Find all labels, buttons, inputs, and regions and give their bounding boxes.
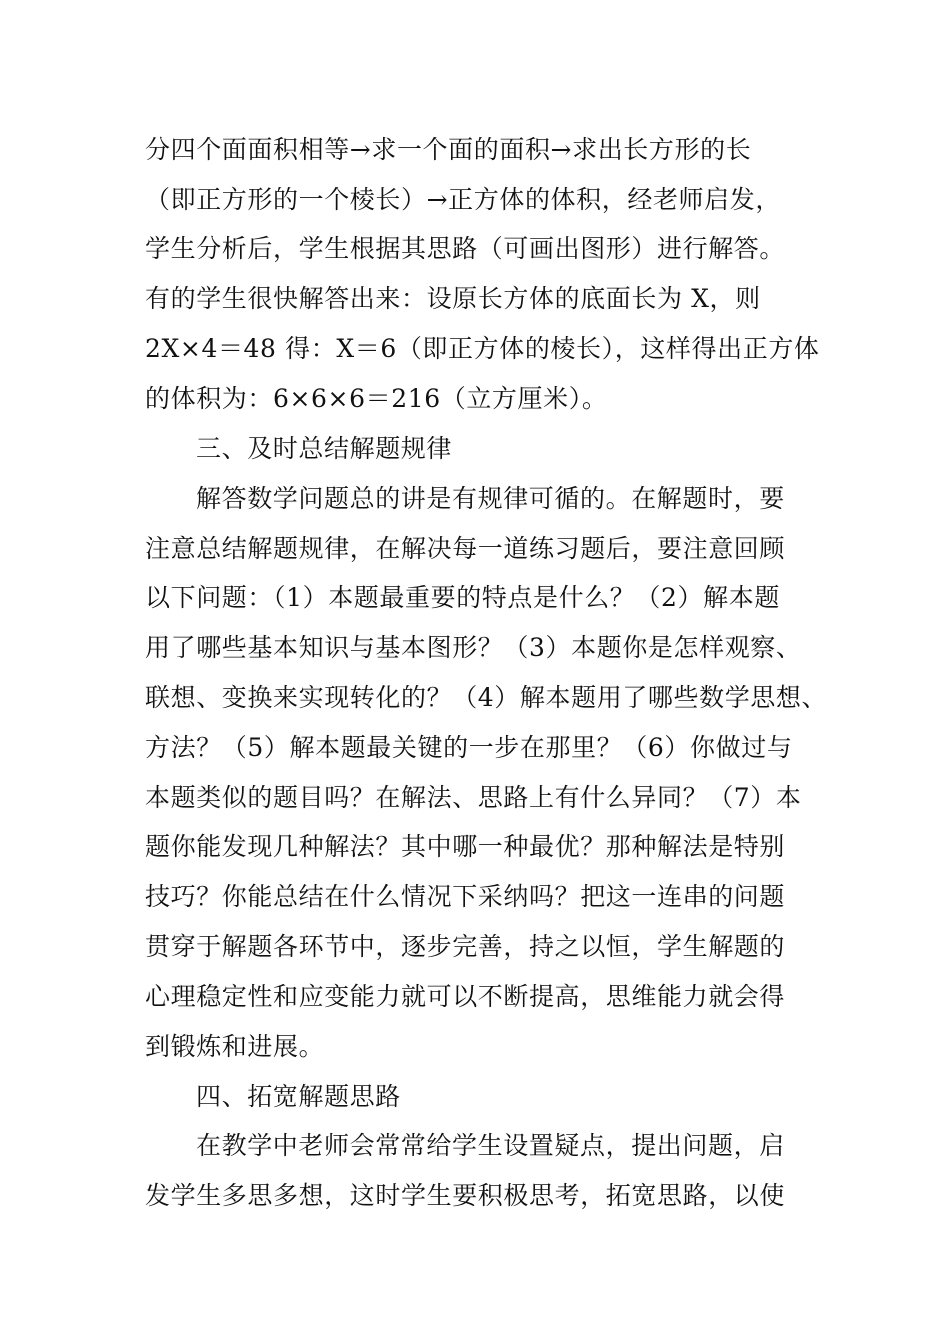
section-heading: 三、及时总结解题规律 xyxy=(196,434,453,463)
text-line: 贯穿于解题各环节中，逐步完善，持之以恒，学生解题的 xyxy=(145,932,786,961)
text-line: （即正方形的一个棱长）→正方体的体积，经老师启发， xyxy=(145,185,781,214)
text-line: 技巧？你能总结在什么情况下采纳吗？把这一连串的问题 xyxy=(145,882,786,911)
text-line: 本题类似的题目吗？在解法、思路上有什么异同？（7）本 xyxy=(145,783,802,812)
text-line: 心理稳定性和应变能力就可以不断提高，思维能力就会得 xyxy=(145,982,786,1011)
text-line: 发学生多思多想，这时学生要积极思考，拓宽思路，以使 xyxy=(145,1181,786,1210)
text-line: 2X×4＝48 得：X＝6（即正方体的棱长），这样得出正方体 xyxy=(145,334,820,363)
text-line: 用了哪些基本知识与基本图形？（3）本题你是怎样观察、 xyxy=(145,633,802,662)
text-line: 以下问题：（1）本题最重要的特点是什么？（2）解本题 xyxy=(145,583,780,612)
text-line: 方法？（5）解本题最关键的一步在那里？（6）你做过与 xyxy=(145,733,793,762)
text-line: 的体积为：6×6×6＝216（立方厘米）。 xyxy=(145,384,608,413)
section-heading: 四、拓宽解题思路 xyxy=(196,1082,401,1111)
paragraph-first-line: 解答数学问题总的讲是有规律可循的。在解题时，要 xyxy=(196,484,785,513)
text-line: 学生分析后，学生根据其思路（可画出图形）进行解答。 xyxy=(145,234,786,263)
text-line: 联想、变换来实现转化的？（4）解本题用了哪些数学思想、 xyxy=(145,683,828,712)
paragraph-first-line: 在教学中老师会常常给学生设置疑点，提出问题，启 xyxy=(196,1131,785,1160)
text-line: 题你能发现几种解法？其中哪一种最优？那种解法是特别 xyxy=(145,832,786,861)
text-line: 分四个面面积相等→求一个面的面积→求出长方形的长 xyxy=(145,135,752,164)
text-line: 有的学生很快解答出来：设原长方体的底面长为 X，则 xyxy=(145,284,761,313)
text-line: 到锻炼和进展。 xyxy=(145,1032,325,1061)
text-line: 注意总结解题规律，在解决每一道练习题后，要注意回顾 xyxy=(145,534,786,563)
